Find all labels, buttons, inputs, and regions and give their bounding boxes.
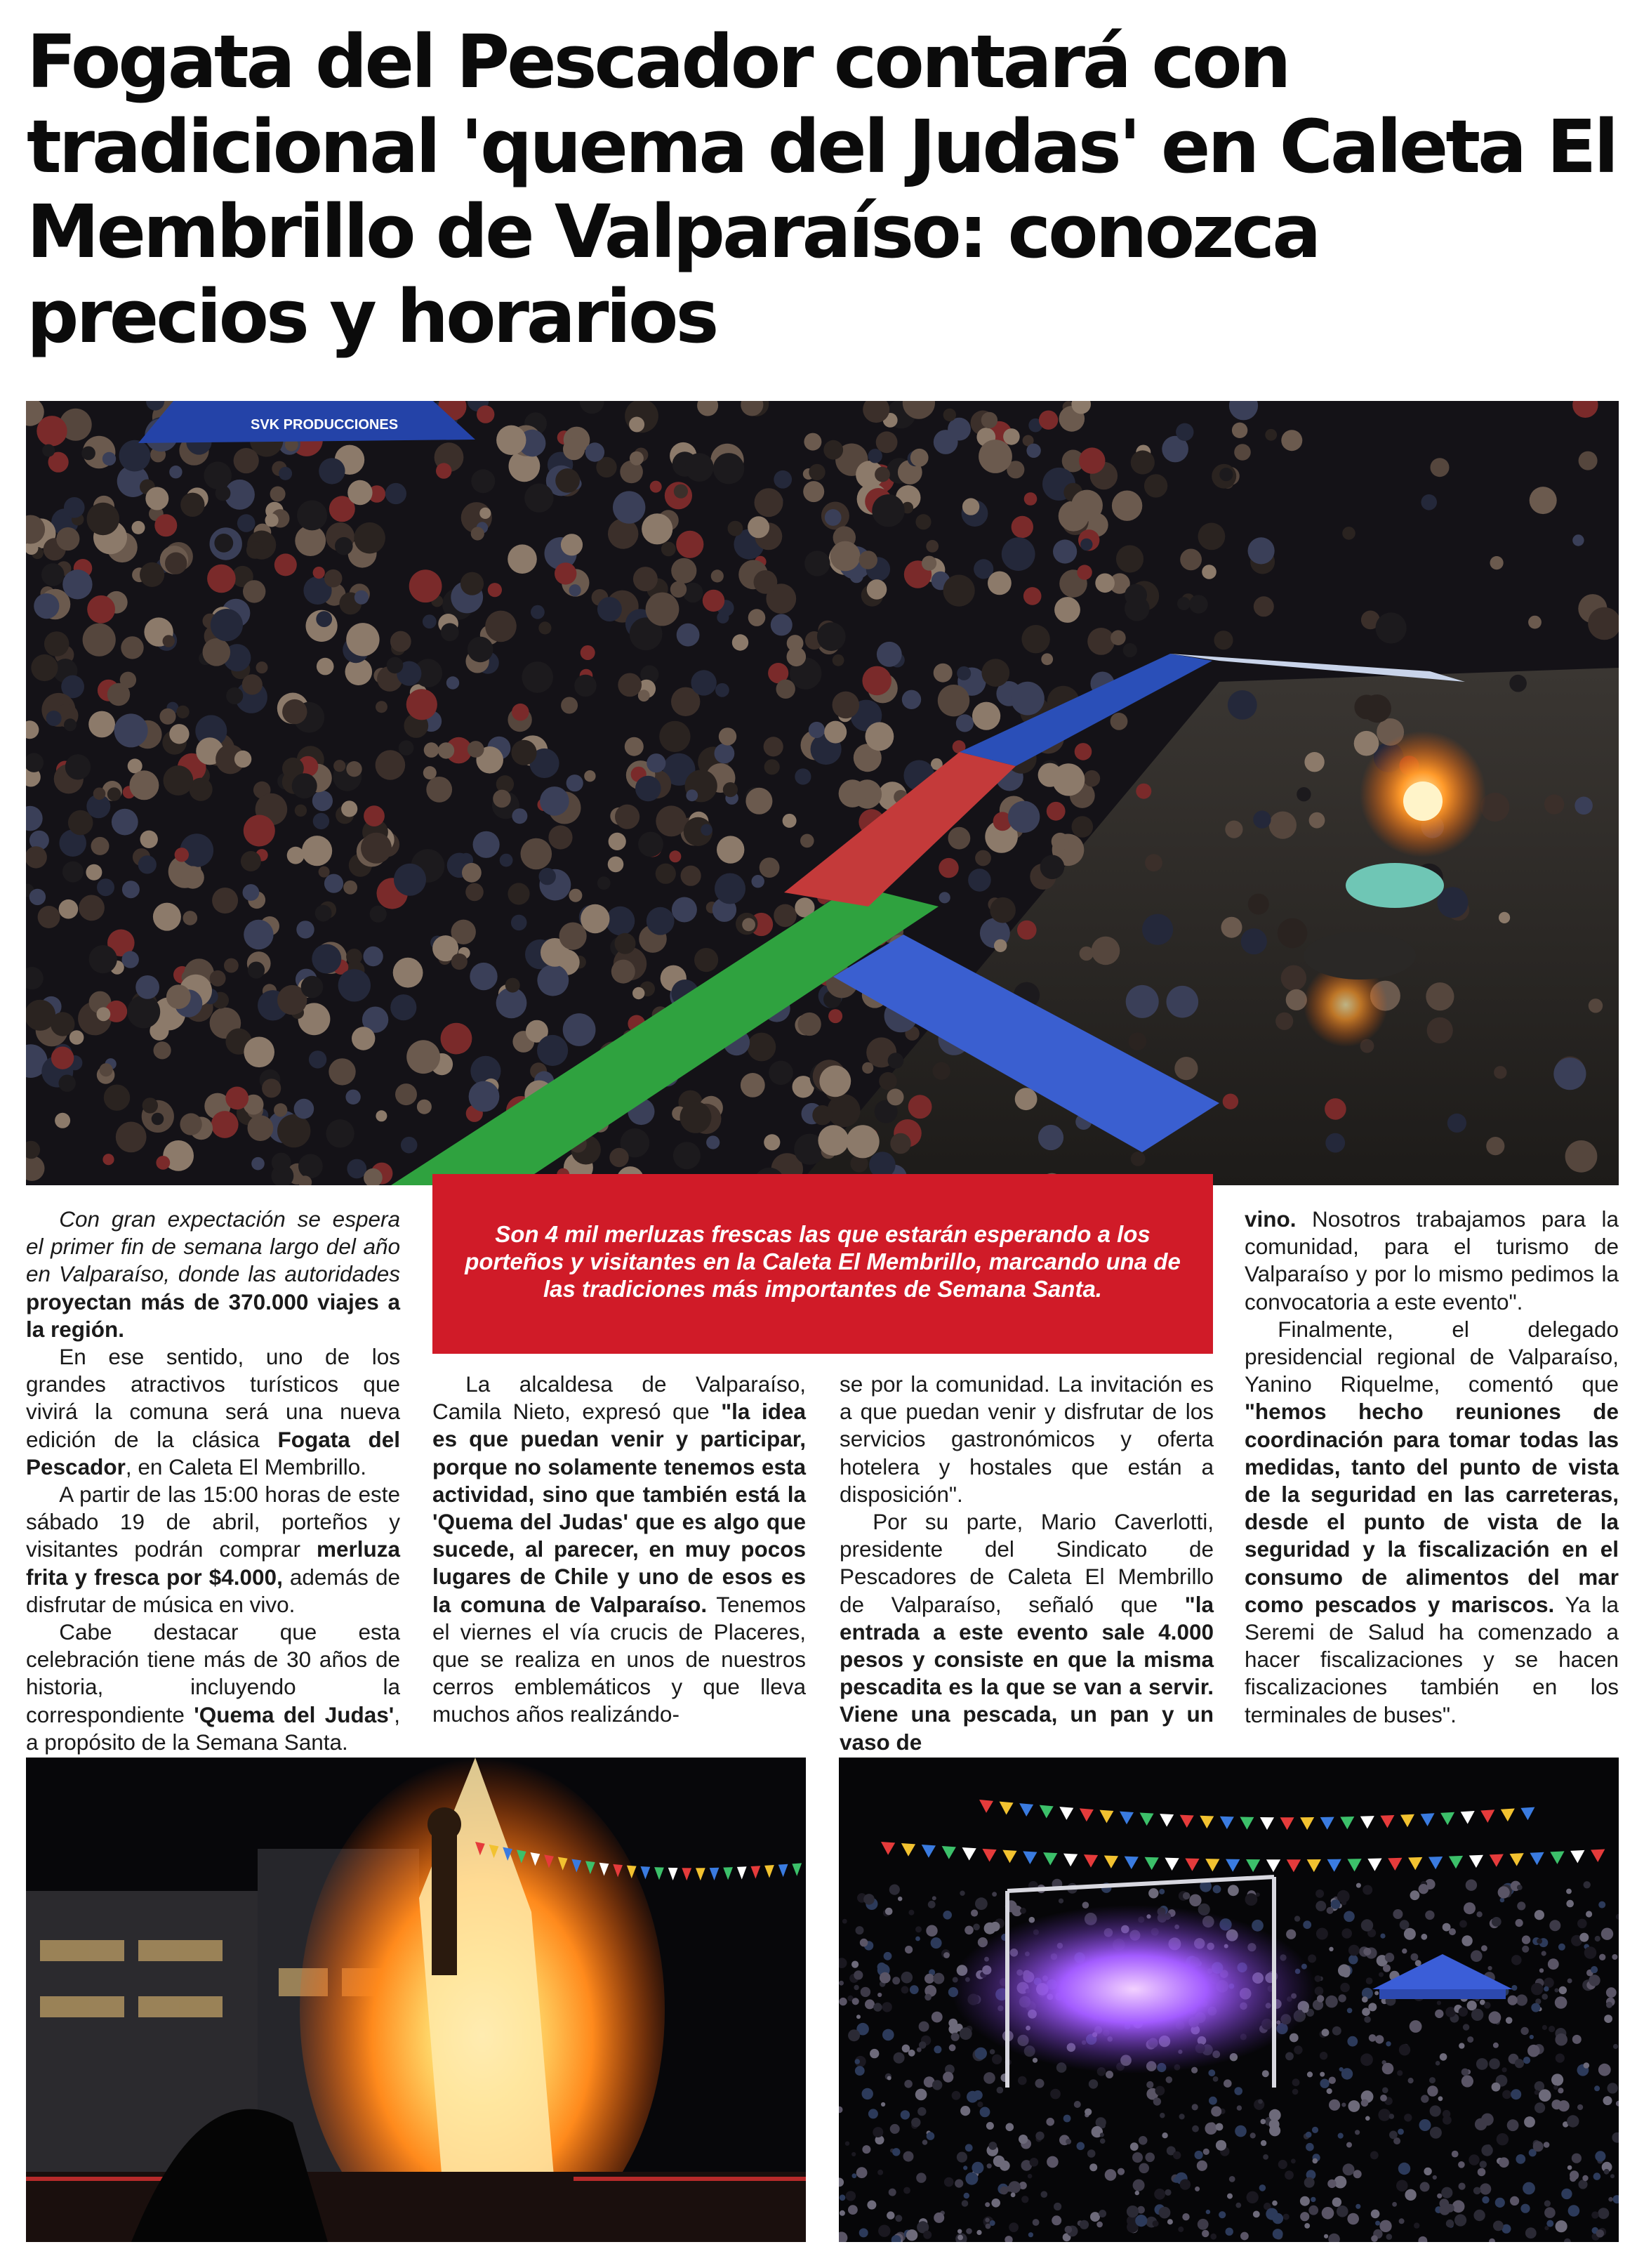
tent-banner-text: SVK PRODUCCIONES <box>251 417 399 433</box>
paragraph: vino. Nosotros trabajamos para la comunidad, para el turismo de Valparaíso y por lo mismo pedimos la convocatoria a este evento". <box>1245 1206 1619 1314</box>
paragraph: La alcaldesa de Valparaíso, Camila Nieto, expresó que "la idea es que puedan venir y participar, porque no solamente tenemos esta actividad, sino que también está la 'Quema del Judas' que es algo que sucede, al parecer, en muy pocos lugares de Chile y uno de esos es la comuna de Valparaíso. Tenemos el viernes el vía crucis de Placeres, que se realiza en unos de nuestros cerros emblemáticos y que lleva muchos años realizándo- <box>432 1371 807 1727</box>
main-photo-crowd <box>26 401 1619 1185</box>
bonfire-photo <box>26 1758 806 2242</box>
paragraph: Cabe destacar que esta celebración tiene más de 30 años de historia, incluyendo la correspondiente 'Quema del Judas', a propósito de la Semana Santa. <box>26 1619 400 1755</box>
body-column-1 <box>26 1206 400 1756</box>
paragraph: A partir de las 15:00 horas de este sábado 19 de abril, porteños y visitantes podrán comprar merluza frita y fresca por $4.000, además de disfrutar de música en vivo. <box>26 1482 400 1617</box>
paragraph: En ese sentido, uno de los grandes atractivos turísticos que vivirá la comuna será una nueva edición de la clásica Fogata del Pescador, en Caleta El Membrillo. <box>26 1344 401 1479</box>
stage-crowd-photo <box>839 1758 1619 2242</box>
paragraph: Finalmente, el delegado presidencial regional de Valparaíso, Yanino Riquelme, comentó que "hemos hecho reuniones de coordinación para tomar todas las medidas, tanto del punto de vista de la seguridad en las carreteras, desde el punto de vista de la seguridad y la fiscalización en el consumo de alimentos del mar como pescados y mariscos. Ya la Seremi de Salud ha comenzado a hacer fiscalizaciones y se hacen fiscalizaciones también en los terminales de buses". <box>1245 1316 1619 1727</box>
body-column-2 <box>432 1371 806 1729</box>
pull-quote: Son 4 mil merluzas frescas las que estarán esperando a los porteños y visitantes en la Caleta El Membrillo, marcando una de las tradiciones más importantes de Semana Santa. <box>432 1174 1213 1354</box>
paragraph: se por la comunidad. La invitación es a que puedan venir y disfrutar de los servicios gastronómicos y oferta hotelera y hostales que están a disposición". <box>840 1371 1214 1507</box>
paragraph: Con gran expectación se espera el primer fin de semana largo del año en Valparaíso, donde las autoridades proyectan más de 370.000 viajes a la región. <box>26 1206 400 1342</box>
body-column-3 <box>840 1371 1214 1756</box>
body-column-4 <box>1245 1206 1619 1729</box>
headline: Fogata del Pescador contará con tradicional 'quema del Judas' en Caleta El Membrillo de Valparaíso: conozca precios y horarios <box>27 19 1617 360</box>
paragraph: Por su parte, Mario Caverlotti, presidente del Sindicato de Pescadores de Caleta El Membrillo de Valparaíso, señaló que "la entrada a este evento sale 4.000 pesos y consiste en que la misma pescadita es la que se van a servir. Viene una pescada, un pan y un vaso de <box>840 1509 1214 1755</box>
